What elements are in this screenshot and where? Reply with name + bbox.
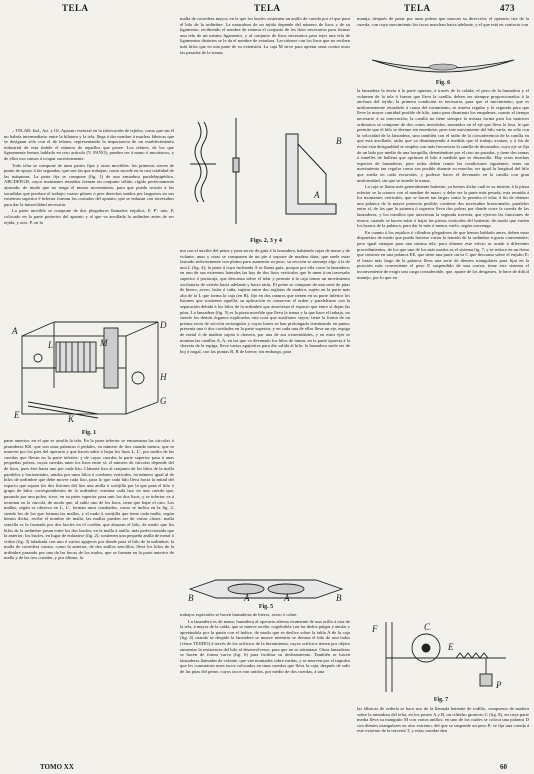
svg-text:H: H <box>160 372 167 382</box>
paragraph: Todo telar se compone de unas partes fijas y otras movibles: las primeras sirven de punto de apoyo á las segundas, que son las que trabajan, como sucede en la casi totalidad de las máquinas. La parte fija se compone (fig. 1) de una armadura paralelepipédica, ABCDEFGH, cuyos montantes reunidos forman un conjunto sólido, rígido perfectamente ajustado, de modo que no tenga el menor movimiento, para que pueda resistir á las sacudidas que produce el trabajo; cuatro pilares ó pies derechos unidos por largueros en sus extremos superior é inferior forman los costados del aparato, que se enlazan con travesaños para dar la inmovilidad necesaria. <box>4 162 174 207</box>
paragraph: malla de corredera mayor, en la que los bucles sostienen un anillo de cuerda por el que pasa el hilo de la urdimbre. La naturaleza de un tejido depende del número de lizos y de su ligamento, recibiendo el nombre de remesa el conjunto de los lizos necesarios para formar una tela de un mismo ligamento, y al conjunto de lizos necesarios para tejer una tela de ligamentos distintos se le da el nombre de aviadura. Lecciónese con los lizos que no reciben más hilos que en una parte de su extensión. La caja M sirve para apretar unas contra otras las pasadas de la trama; <box>180 16 350 55</box>
column-2-bottom <box>180 612 350 762</box>
header-left-title: TELA <box>62 3 89 13</box>
paragraph: trabajos especiales se hacen lanzaderas de hierro, acero ó cobre. <box>180 612 298 617</box>
footer-sheet-number: 60 <box>500 763 507 771</box>
figure-1-loom <box>8 318 170 428</box>
header-right-title: TELA <box>404 3 431 13</box>
figure-6-caption: Fig. 6 <box>435 80 451 86</box>
paragraph: la lanzadera la envía á la parte opuesta, á través de la calada; el peso de la lanzadera y el volumen de la tela ó fuerza que lleva la canilla, deben ser siempre proporcionados á la anchura del tejido; la primera condición es necesaria, para que el movimiento, que es uniformemente retardado á causa del rozamiento, se mueva regular y la segunda para que lleve la mayor cantidad posible de hilo, tanto para disminuir los empalmes, cuanto el tiempo necesario á su renovación; la canilla no tiene siempre la misma forma para los matrices ordinarios se compone de dos conos invertidos, montados en el eje que lleva la losa, le que permite que el hilo se devane sin enredarse; pero este movimiento del hilo varía, no sólo con la velocidad de la lanzadera, sino también con el radio de la circunferencia de la canilla en que está arrollado, radio que va disminuyendo á medida que el trabajo avanza, y á fin de evitar esta desigualdad se emplea con más frecuencia la canilla de devanador, cuyo eje se fija de un lado por medio de una horquilla, deteniéndose por el otro un pasador, y tiene dos ramas ó muelles de ballena que oprimen el hilo á medida que se desarrolla. Hay otras muchas especies de lanzaderas, pero todas deben reunir las condiciones siguientes: tener un movimiento tan regular como sea posible durante su marcha; ser igual la longitud del hilo que suelta en cada excursión, y poderse hacer el devanado en la canilla con gran uniformidad, sin que se enrede la trama. <box>357 88 529 183</box>
svg-text:F: F <box>372 624 378 634</box>
figure-1-caption: Fig. 1 <box>81 430 97 436</box>
svg-text:A: A <box>314 190 320 200</box>
svg-text:E: E <box>448 642 454 652</box>
paragraph: La caja se llama más generalmente batiente; ya hemos dicho cuál es su misión; á la pieza inferior se la conoce con el nombre de mazo, y debe ser la parte más pesada; esta reunida á los montantes verticales, que se hacen tan largos como lo permita el telar, á fin de obtener una palanca de la mayor potencia posible; contiene dos travesaños horizontales, paralelos entre sí, de los que la primera ó superior lleva dos poleas por donde corre la cuerda de las lanzaderas, y los tornillos que atraviesan la segunda travesía, que ejercen las funciones de tensor; cuando se hacen subir ó bajar las piezas verticales del batiente, de modo que varíen los brazos de la palanca, para dar la más ó menos vuelo, según convenga. <box>357 184 529 229</box>
column-3-top <box>357 16 529 54</box>
svg-text:E: E <box>14 410 20 420</box>
svg-text:G: G <box>160 396 167 406</box>
svg-text:D: D <box>160 320 167 330</box>
paragraph: La lanzadera es de mano, lanzadera al operario alterna tivamente de una orilla á otra de la tela, á mayor de la caída, que se mueve recibe, cogiéndola con las dedos pulgar y anular y apretándola por la punta con el índice, de modo que se deslice sobre la tabla A de la caja (fig. 4) cuando se despide la lanzadera se mueve mientras se devana el hilo de una lados (véase TEJIDO) á través de los orificios de la herramienta, cuyos orificios tienen por objeto aumentar la resistencia del hilo al desenvolverse, para que no se atirantase. Otras lanzaderas se hacen de forma curva (fig. 6) para facilitar su deslizamiento. También se hacen lanzaderas llamadas de volante, que van montadas sobre ruedas, y se mueven por el impulso que les comunican unos tacos colocados en unas cuerdas que lleva la caja, después de salir de las púas del peine, cuyos tacos van unidos, por medio de dos cuerdas, á una <box>180 618 350 674</box>
svg-text:C: C <box>424 622 431 632</box>
figures-2-3-4 <box>186 114 346 236</box>
svg-text:B: B <box>188 593 194 602</box>
svg-text:L: L <box>48 340 54 350</box>
figure-7-brake <box>366 618 516 696</box>
paragraph: La parte movible se compone de dos plegadores llamados enjulios, P, P': uno, P, colocado en la parte posterior del aparato y al que va arrollada la urdimbre antes de ser tejida, y otro, P, en la <box>4 208 174 225</box>
paragraph: manija, después de pasar por unas poleas que marcan su dirección; el operario tira de la cuerda, con cuyo movimiento los tacos marchan hacia adelante, y el que está en contacto con <box>357 16 529 27</box>
footer-volume: TOMO XX <box>40 763 74 771</box>
figure-5-caption: Fig. 5 <box>258 604 274 610</box>
svg-text:A: A <box>12 326 18 336</box>
svg-text:B: B <box>336 136 342 146</box>
figure-5-shuttle <box>186 576 346 602</box>
column-2-middle <box>180 248 350 571</box>
svg-text:A: A <box>244 593 250 602</box>
svg-text:K: K <box>68 414 75 424</box>
paragraph: parte anterior, en el que se arrolla la tela. En la parte inferior se encuentran las cárcolas ó pisanderas KK, que son unas palancas ó pedales, en número de dos cuando menos, que se mueven por los pies del operario y que hacen subir ó bajar los lizos L, L', por medio de las cuerdas que llevan en la parte inferior, y de cuyas cuerdas la parte superior pasa á unas pequeñas poleas, cuyas cuerdas unen los lizos entre sí; el número de cárcolas depende del de lizos, pues éste hasta uno por cada lizo. Llámase lizo al conjunto de los hilos de la malla paralelos y horizontales, unidos por unos hilos ó cordones verticales, en número igual al de hilos de urdimbre que debe mover cada lizo, para lo que cada hilo lleva hacia la mitad del espacio que separa los dos listones del lizo una anilla ó sortijilla por la que pasa el hilo ó grupo de hilos correspondientes de la urdimbre; termina cada lizo en una cuerda que, pasando por una polea, sirve, en su parte superior para unir los dos lizos, y se inferior va á terminar en la cárcola, de modo que, al subir uno de los lizos, tiene que bajar el otro. Las mallas, según se observa en L, L', forman unos cuadrados, como se indica en la fig. 2, siendo los de los que forman las mallas, y el nudo ó sortijilla que tiene cada malla, según hemos dicho, recibe el nombre de malla; las mallas pueden ser de varias clases: malla sencilla es la formada por dos bucles en el cordón, que abrazan el hilo, de modo que los hilos de la urdimbre pasan entre los dos bucles; en la malla á anillo, más perfeccionada que la anterior, los bucles, en lugar de enlazarse (fig. 2), sostienen una pequeña anilla de metal ó vidrio (fig. 3) taladrada con uno ó varios agujeros por donde pasa el hilo de la urdimbre; la malla de corredera consta, como la anterior, de dos anillos sencillos; lleva los hilos de la urdimbre pasando por una de las bocas de los nudos, que se forman en la parte anterior de malla y de las tres cuerdas, y por último, la <box>4 438 174 561</box>
svg-text:P: P <box>496 680 502 690</box>
figures-2-3-4-caption: Figs. 2, 3 y 4 <box>250 238 282 244</box>
svg-text:A: A <box>284 593 290 602</box>
svg-text:B: B <box>336 593 342 602</box>
page-number: 473 <box>500 3 515 13</box>
paragraph: ma con el auxilio del peine y para servir de guía á la lanzadera, habiendo cajas de mano y de volante; unas y otras se componen de un pie ó soporte de madera dura, que suele estar lastrado inferiormente con plomo para aumentar su peso; su sección se asemeja algo á la de una L (fig. 4); la parte á cuya inclinada A se llama guía, porque por ella corre la lanzadera; en uno de sus extremos laterales las hay de dos lizos verticales que le unen á un travesaño superior ó portacaja, que descansa sobre el telar y permite á la caja tomar un movimiento oscilatorio de vaivén hacia adelante y hacia atrás. El peine se compone de una serie de púas de hierro, acero, latón ó caña, sujetas entre dos reglatas de madera, sujeto en la parte más alta de la L que forma la caja (en B), fijo en dos ranuras que tienen en su parte inferior los listones que sostienen aquélla; su aplicación es conservar el orden y paralelismo con la separación debida á los hilos de la urdimbre que atraviesan el espacio que entre sí dejan las púas. La lanzadera (fig. 5) es la pieza movible que lleva la trama y la que hace el trabajo, no siendo los demás órganos explicados otra cosa que auxiliares suyos; tiene la forma de un prisma recto de sección rectangular y cuyas bases se han prolongado terminando en punta; presenta una ó dos cavidades en la parte superior, y en cada una de ellas lleva un eje, espiga de metal ó de madera sujeta á chaveta, por una de sus extremidades, y en estos ejes se montan las canillas A, A, en las que va devanado los hilos de trama; en la parte opuesta á la chaveta de la espiga, lleva varios agujeritos para dar salida al hilo; la lanzadera suele ser de boj ó nogal, con las puntas B, B de hierro; sin embargo, para <box>180 248 350 354</box>
column-1-bottom <box>4 438 174 760</box>
paragraph: las fábricas de sedería se hace uso de la llamada batiente de rodillo, compuesto de madera sobre la armadura del telar, en los postes A y B, un cilindro giratorio C (fig. 8), en cuya parte media lleva su manguito M con varios anillos; en uno de los cuales se coloca una palanca D con dientes triangulares en otro extremo, del que se suspende un peso P; se fija una cuerda á este extremo de la travesía T, y estas cuerdas dan <box>357 706 529 734</box>
figure-7-caption: Fig. 7 <box>433 697 449 703</box>
column-2-top <box>180 16 350 112</box>
column-3-bottom <box>357 706 529 762</box>
column-3-middle <box>357 88 529 613</box>
column-1-top <box>4 128 174 313</box>
figure-6-curved-shuttle <box>368 54 518 80</box>
paragraph: En cuanto á los enjulios ó cilindros plegadores de que hemos hablado antes, deben estar dispuestos de modo que pueda hacerse variar la tensión de la urdimbre á gusto conveniente; pero igual siempre para una misma tela; para obtener este efecto se acude á diferentes procedimientos, de los que uno de los más usados es el sistema fig. 7, y se reduce en un freno que consiste en una palanca EE, que tiene una parte curva C que descansa sobre el enjulio E; el brazo más largo de la palanca lleva una serie de dientes triangulares para fijar en la posición más conveniente el peso P, suspendido de una correa; tiene este sistema el inconveniente de exigir una carga considerable, que, aparte de los desgastes, le hace de difícil manejo, por lo que en <box>357 229 529 280</box>
svg-text:M: M <box>100 338 108 348</box>
header-center-title: TELA <box>254 3 281 13</box>
paragraph: – TELAR: Ind., Art. y Of. Aparato esencial en la fabricación de tejidos, como que sin él no habría intermediario entre la hilatura y la tela, llega á dar nombre á muchas fábricas que se designan sólo con el de telares, representando la importancia de un establecimiento industrial de esta índole el número de aquellos que posee. Los telares, de los que ligeramente hemos hablado en otro artículo (V. PAÑO), pueden ser á mano ó mecánicos, y de ellos nos vamos á ocupar sucesivamente. <box>4 128 174 161</box>
